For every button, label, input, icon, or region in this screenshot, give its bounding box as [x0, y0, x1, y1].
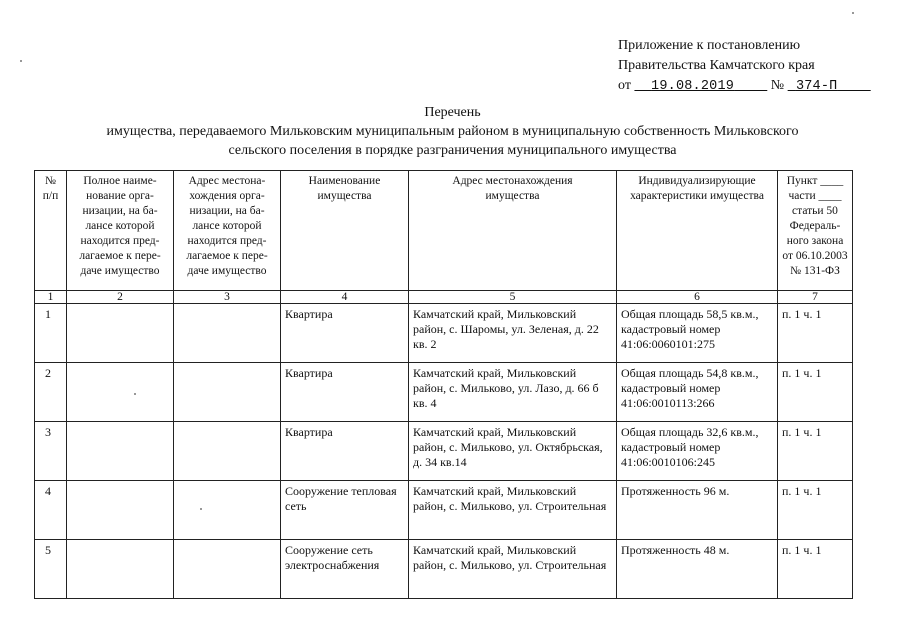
row-characteristics: Общая площадь 58,5 кв.м., кадастровый номер 41:06:0060101:275: [617, 304, 778, 363]
row-clause: п. 1 ч. 1: [778, 481, 853, 540]
approval-line-1: Приложение к постановлению: [618, 38, 801, 53]
column-number: 2: [67, 291, 174, 304]
approval-date: 19.08.2019: [651, 79, 735, 94]
scan-speck: [852, 12, 854, 14]
row-property-address: Камчатский край, Мильковский район, с. Мильково, ул. Строительная: [409, 481, 617, 540]
row-number: 3: [35, 422, 67, 481]
scan-speck: [200, 508, 202, 510]
row-property-name: Квартира: [281, 422, 409, 481]
table-header-row: [35, 171, 853, 291]
title-line-3: сельского поселения в порядке разграничения муниципального имущества: [228, 143, 677, 158]
title-heading: Перечень: [424, 105, 481, 120]
column-number: 7: [778, 291, 853, 304]
row-property-name: Сооружение сеть электроснабжения: [281, 540, 409, 599]
scan-speck: [20, 60, 22, 62]
row-property-name: Сооружение тепловая сеть: [281, 481, 409, 540]
row-characteristics: Общая площадь 32,6 кв.м., кадастровый номер 41:06:0010106:245: [617, 422, 778, 481]
row-characteristics: Протяженность 48 м.: [617, 540, 778, 599]
row-clause: п. 1 ч. 1: [778, 363, 853, 422]
row-number: 1: [35, 304, 67, 363]
header-number: № п/п: [35, 171, 67, 291]
column-number: 3: [174, 291, 281, 304]
approval-number: 374-П: [795, 79, 838, 94]
table-row: [35, 540, 853, 599]
row-number: 5: [35, 540, 67, 599]
row-property-address: Камчатский край, Мильковский район, с. Шаромы, ул. Зеленая, д. 22 кв. 2: [409, 304, 617, 363]
row-org-address: [174, 481, 281, 540]
row-org-name: [67, 422, 174, 481]
row-number: 4: [35, 481, 67, 540]
number-label: №: [770, 78, 785, 93]
row-clause: п. 1 ч. 1: [778, 540, 853, 599]
row-org-name: [67, 540, 174, 599]
row-org-name: [67, 304, 174, 363]
row-clause: п. 1 ч. 1: [778, 304, 853, 363]
document-title: [0, 103, 905, 160]
row-org-address: [174, 363, 281, 422]
header-property-address: Адрес местонахождения имущества: [409, 171, 617, 291]
header-characteristics: Индивидуализирующие характеристики имущества: [617, 171, 778, 291]
row-org-address: [174, 422, 281, 481]
table-row: [35, 304, 853, 363]
row-org-address: [174, 304, 281, 363]
row-property-address: Камчатский край, Мильковский район, с. Мильково, ул. Строительная: [409, 540, 617, 599]
approval-block: [618, 36, 871, 97]
header-property-name: Наименование имущества: [281, 171, 409, 291]
property-table: [34, 170, 853, 599]
row-property-name: Квартира: [281, 304, 409, 363]
row-org-name: [67, 363, 174, 422]
column-number: 1: [35, 291, 67, 304]
table-row: [35, 481, 853, 540]
table-row: [35, 422, 853, 481]
row-org-name: [67, 481, 174, 540]
column-number: 6: [617, 291, 778, 304]
approval-date-line: [618, 76, 871, 97]
column-number: 4: [281, 291, 409, 304]
row-property-address: Камчатский край, Мильковский район, с. Мильково, ул. Октябрьская, д. 34 кв.14: [409, 422, 617, 481]
title-line-2: имущества, передаваемого Мильковским муниципальным районом в муниципальную собственность Мильковского: [106, 124, 799, 139]
header-org-name: Полное наиме-нование орга-низации, на ба-лансе которой находится пред-лагаемое к пере-даче имущество: [67, 171, 174, 291]
row-property-address: Камчатский край, Мильковский район, с. Мильково, ул. Лазо, д. 66 б кв. 4: [409, 363, 617, 422]
row-characteristics: Протяженность 96 м.: [617, 481, 778, 540]
header-clause: Пункт ____ части ____ статьи 50 Федераль-ного закона от 06.10.2003 № 131-ФЗ: [778, 171, 853, 291]
row-characteristics: Общая площадь 54,8 кв.м., кадастровый номер 41:06:0010113:266: [617, 363, 778, 422]
header-org-address: Адрес местона-хождения орга-низации, на ба-лансе которой находится пред-лагаемое к пере-даче имущество: [174, 171, 281, 291]
row-number: 2: [35, 363, 67, 422]
approval-line-2: Правительства Камчатского края: [618, 58, 815, 73]
from-label: от: [618, 78, 631, 93]
column-number: 5: [409, 291, 617, 304]
table-row: [35, 363, 853, 422]
row-clause: п. 1 ч. 1: [778, 422, 853, 481]
row-org-address: [174, 540, 281, 599]
scan-speck: [134, 393, 136, 395]
column-numbers-row: [35, 291, 853, 304]
row-property-name: Квартира: [281, 363, 409, 422]
